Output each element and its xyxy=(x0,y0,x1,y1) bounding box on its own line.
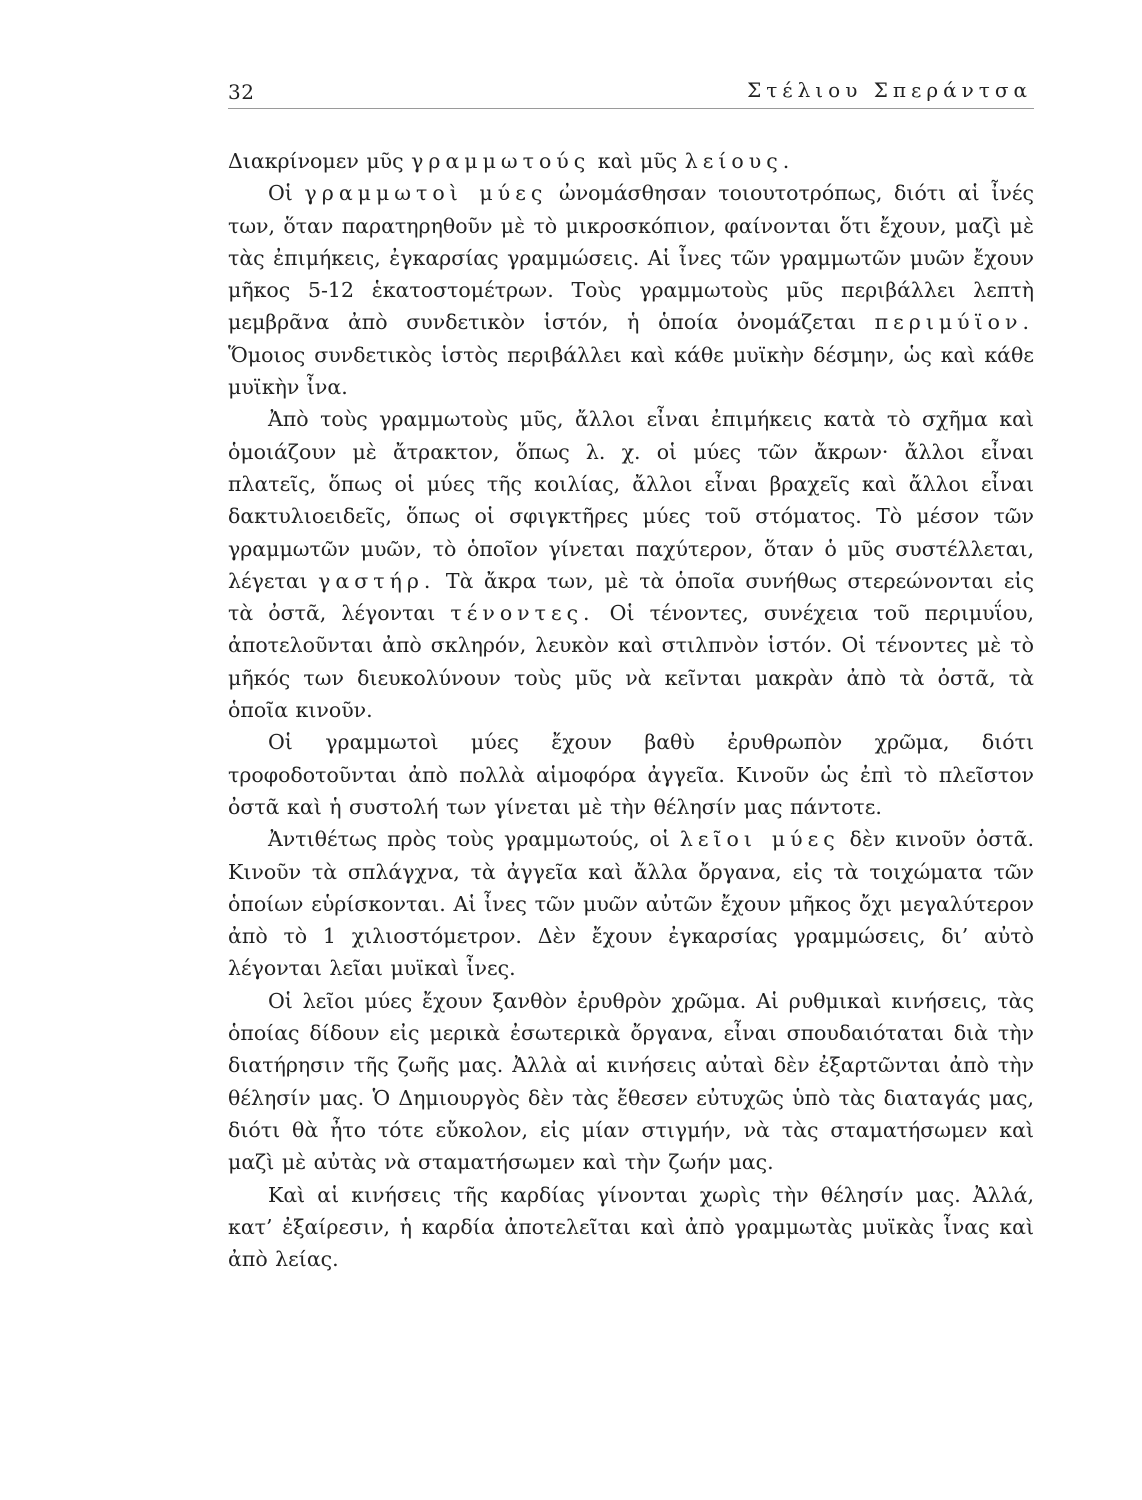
body-text xyxy=(228,145,1034,1275)
spaced-term: τένοντες. xyxy=(450,601,595,626)
page-number: 32 xyxy=(228,80,255,104)
text-run: καὶ μῦς xyxy=(590,149,685,173)
text-run: Τὰ ἄκρα των, μὲ τὰ ὁποῖα συνήθως στερεώνονται εἰς τὰ ὀστᾶ, λέγονται xyxy=(228,568,1034,626)
text-run: Ὅμοιος συνδετικὸς ἱστὸς περιβάλλει καὶ κάθε μυϊκὴν δέσμην, ὡς καὶ κάθε μυϊκὴν ἶνα. xyxy=(228,342,1034,400)
spaced-term: περιμύϊον. xyxy=(874,310,1034,335)
spaced-term: γραμμωτούς xyxy=(411,149,591,173)
spaced-term: γαστήρ. xyxy=(318,568,436,593)
text-run: ὠνομάσθησαν τοιουτοτρόπως, διότι αἱ ἶνές των, ὅταν παρατηρηθοῦν μὲ τὸ μικροσκόπιον, φαίνονται ὅτι ἔχουν, μαζὶ μὲ τὰς ἐπιμήκεις, ἐγκαρσίας γραμμώσεις. Αἱ ἶνες τῶν γραμμωτῶν μυῶν ἔχουν μῆκος 5-12 ἑκατοστομέτρων. Τοὺς γραμμωτοὺς μῦς περιβάλλει λεπτὴ μεμβρᾶνα ἀπὸ συνδετικὸν ἱστόν, ἡ ὁποία ὀνομάζεται xyxy=(228,181,1034,335)
text-run: Οἱ τένοντες, συνέχεια τοῦ περιμυΐου, ἀποτελοῦνται ἀπὸ σκληρόν, λευκὸν καὶ στιλπνὸν ἱστόν. Οἱ τένοντες μὲ τὸ μῆκός των διευκολύνουν τοὺς μῦς νὰ κεῖνται μακρὰν ἀπὸ τὰ ὀστᾶ, τὰ ὁποῖα κινοῦν. xyxy=(228,601,1034,723)
paragraph xyxy=(228,985,1034,1179)
spaced-term: λείους. xyxy=(684,149,795,173)
spaced-term: γραμμωτοὶ μύες xyxy=(304,181,548,206)
text-run: Οἱ γραμμωτοὶ μύες ἔχουν βαθὺ ἐρυθρωπὸν χρῶμα, διότι τροφοδοτοῦνται ἀπὸ πολλὰ αἱμοφόρα ἀγγεῖα. Κινοῦν ὡς ἐπὶ τὸ πλεῖστον ὀστᾶ καὶ ἡ συστολή των γίνεται μὲ τὴν θέλησίν μας πάντοτε. xyxy=(228,730,1034,819)
paragraph xyxy=(228,726,1034,823)
page-header xyxy=(228,78,1034,109)
running-head: Στέλιου Σπεράντσα xyxy=(747,78,1032,102)
text-run: δὲν κινοῦν ὀστᾶ. Κινοῦν τὰ σπλάγχνα, τὰ ἀγγεῖα καὶ ἄλλα ὄργανα, εἰς τὰ τοιχώματα τῶν ὁποίων εὑρίσκονται. Αἱ ἶνες τῶν μυῶν αὐτῶν ἔχουν μῆκος ὄχι μεγαλύτερον ἀπὸ τὸ 1 χιλιοστόμετρον. Δὲν ἔχουν ἐγκαρσίας γραμμώσεις, δι’ αὐτὸ λέγονται λεῖαι μυϊκαὶ ἶνες. xyxy=(228,827,1034,981)
paragraph xyxy=(228,145,1034,177)
text-run: Οἱ xyxy=(268,181,305,206)
text-run: Ἀντιθέτως πρὸς τοὺς γραμμωτούς, οἱ xyxy=(268,827,680,852)
text-run: Ἀπὸ τοὺς γραμμωτοὺς μῦς, ἄλλοι εἶναι ἐπιμήκεις κατὰ τὸ σχῆμα καὶ ὁμοιάζουν μὲ ἄτρακτον, ὅπως λ. χ. οἱ μύες τῶν ἄκρων· ἄλλοι εἶναι πλατεῖς, ὅπως οἱ μύες τῆς κοιλίας, ἄλλοι εἶναι βραχεῖς καὶ ἄλλοι εἶναι δακτυλιοειδεῖς, ὅπως οἱ σφιγκτῆρες μύες τοῦ στόματος. Τὸ μέσον τῶν γραμμωτῶν μυῶν, τὸ ὁποῖον γίνεται παχύτερον, ὅταν ὁ μῦς συστέλλεται, λέγεται xyxy=(228,407,1034,593)
spaced-term: λεῖοι μύες xyxy=(679,827,840,852)
paragraph xyxy=(228,823,1034,984)
text-run: Διακρίνομεν μῦς xyxy=(228,149,412,173)
text-run: Οἱ λεῖοι μύες ἔχουν ξανθὸν ἐρυθρὸν χρῶμα. Αἱ ρυθμικαὶ κινήσεις, τὰς ὁποίας δίδουν εἰς μερικὰ ἐσωτερικὰ ὄργανα, εἶναι σπουδαιόταται διὰ τὴν διατήρησιν τῆς ζωῆς μας. Ἀλλὰ αἱ κινήσεις αὐταὶ δὲν ἐξαρτῶνται ἀπὸ τὴν θέλησίν μας. Ὁ Δημιουργὸς δὲν τὰς ἔθεσεν εὐτυχῶς ὑπὸ τὰς διαταγάς μας, διότι θὰ ἦτο τότε εὔκολον, εἰς μίαν στιγμήν, νὰ τὰς σταματήσωμεν καὶ μαζὶ μὲ αὐτὰς νὰ σταματήσωμεν καὶ τὴν ζωήν μας. xyxy=(228,988,1034,1175)
paragraph xyxy=(228,403,1034,726)
paragraph xyxy=(228,177,1034,403)
paragraph xyxy=(228,1179,1034,1276)
text-run: Καὶ αἱ κινήσεις τῆς καρδίας γίνονται χωρὶς τὴν θέλησίν μας. Ἀλλά, κατ’ ἐξαίρεσιν, ἡ καρδία ἀποτελεῖται καὶ ἀπὸ γραμμωτὰς μυϊκὰς ἶνας καὶ ἀπὸ λείας. xyxy=(228,1182,1034,1272)
